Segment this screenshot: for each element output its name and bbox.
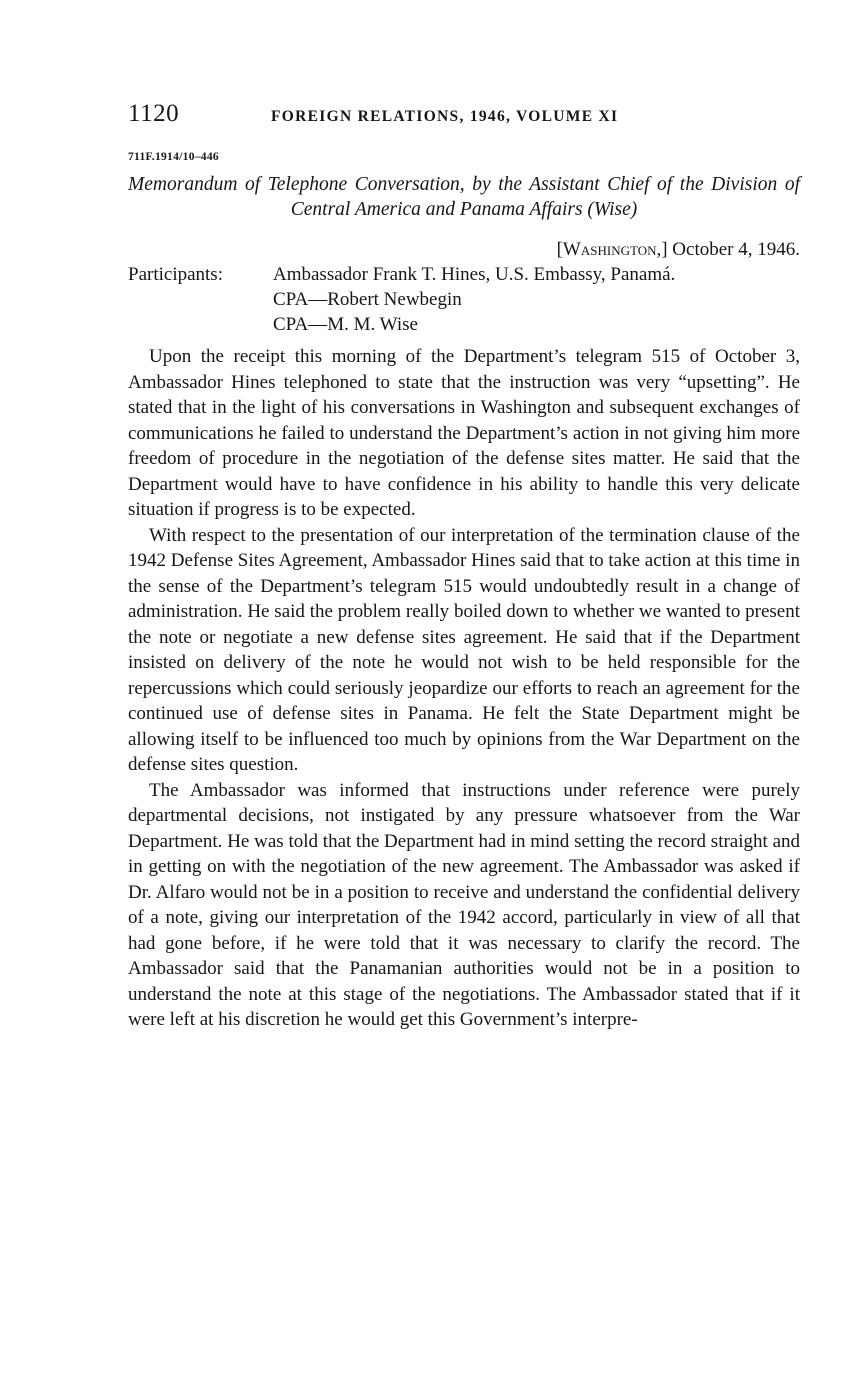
participant-name: CPA—M. M. Wise bbox=[273, 314, 418, 335]
dateline-place: [Washington,] bbox=[556, 239, 668, 260]
document-title: Memorandum of Telephone Conversation, by the Assistant Chief of the Division of Central America and Panama Affairs (Wise) bbox=[128, 174, 800, 220]
participants-label: Participants: bbox=[128, 264, 223, 285]
running-title: FOREIGN RELATIONS, 1946, VOLUME XI bbox=[271, 108, 619, 125]
dateline bbox=[128, 237, 800, 262]
body-paragraph: The Ambassador was informed that instructions under reference were purely departmental decisions, not instigated by any pressure whatsoever from the War Department. He was told that the Department had in mind setting the record straight and in getting on with the negotiation of the new agreement. The Ambassador was asked if Dr. Alfaro would not be in a position to receive and understand the confidential delivery of a note, giving our interpretation of the 1942 accord, particularly in view of all that had gone before, if he were told that it was necessary to clarify the record. The Ambassador said that the Panamanian authorities would not be in a position to understand the note at this stage of the negotiations. The Ambassador stated that if it were left at his discretion he would get this Government’s interpre- bbox=[128, 779, 800, 1030]
body-paragraph: Upon the receipt this morning of the Department’s telegram 515 of October 3, Ambassador Hines telephoned to state that the instruction was very “upsetting”. He stated that in the light of his conversations in Washington and subsequent exchanges of communications he failed to understand the Department’s action in not giving him more freedom of procedure in the negotiation of the defense sites matter. He said that the Department would have to have confidence in his ability to handle this very delicate situation if progress is to be expected. bbox=[128, 346, 800, 520]
dateline-date: October 4, 1946. bbox=[672, 239, 800, 260]
running-header bbox=[128, 100, 800, 134]
participant-name: Ambassador Frank T. Hines, U.S. Embassy, Panamá. bbox=[273, 264, 676, 285]
participants-block bbox=[128, 262, 800, 337]
page-number: 1120 bbox=[128, 100, 180, 127]
participant-name: CPA—Robert Newbegin bbox=[273, 289, 462, 310]
memorandum-body bbox=[128, 344, 800, 1033]
document-page bbox=[128, 100, 800, 1033]
body-paragraph: With respect to the presentation of our interpretation of the termination clause of the 1942 Defense Sites Agreement, Ambassador Hines said that to take action at this time in the sense of the Department’s telegram 515 would undoubtedly result in a change of administration. He said the problem really boiled down to whether we wanted to present the note or negotiate a new defense sites agreement. He said that if the Department insisted on delivery of the note he would not wish to be held responsible for the repercussions which could seriously jeopardize our efforts to reach an agreement for the continued use of defense sites in Panama. He felt the State Department might be allowing itself to be influenced too much by opinions from the War Department on the defense sites question. bbox=[128, 524, 800, 775]
file-number: 711F.1914/10–446 bbox=[128, 151, 219, 163]
